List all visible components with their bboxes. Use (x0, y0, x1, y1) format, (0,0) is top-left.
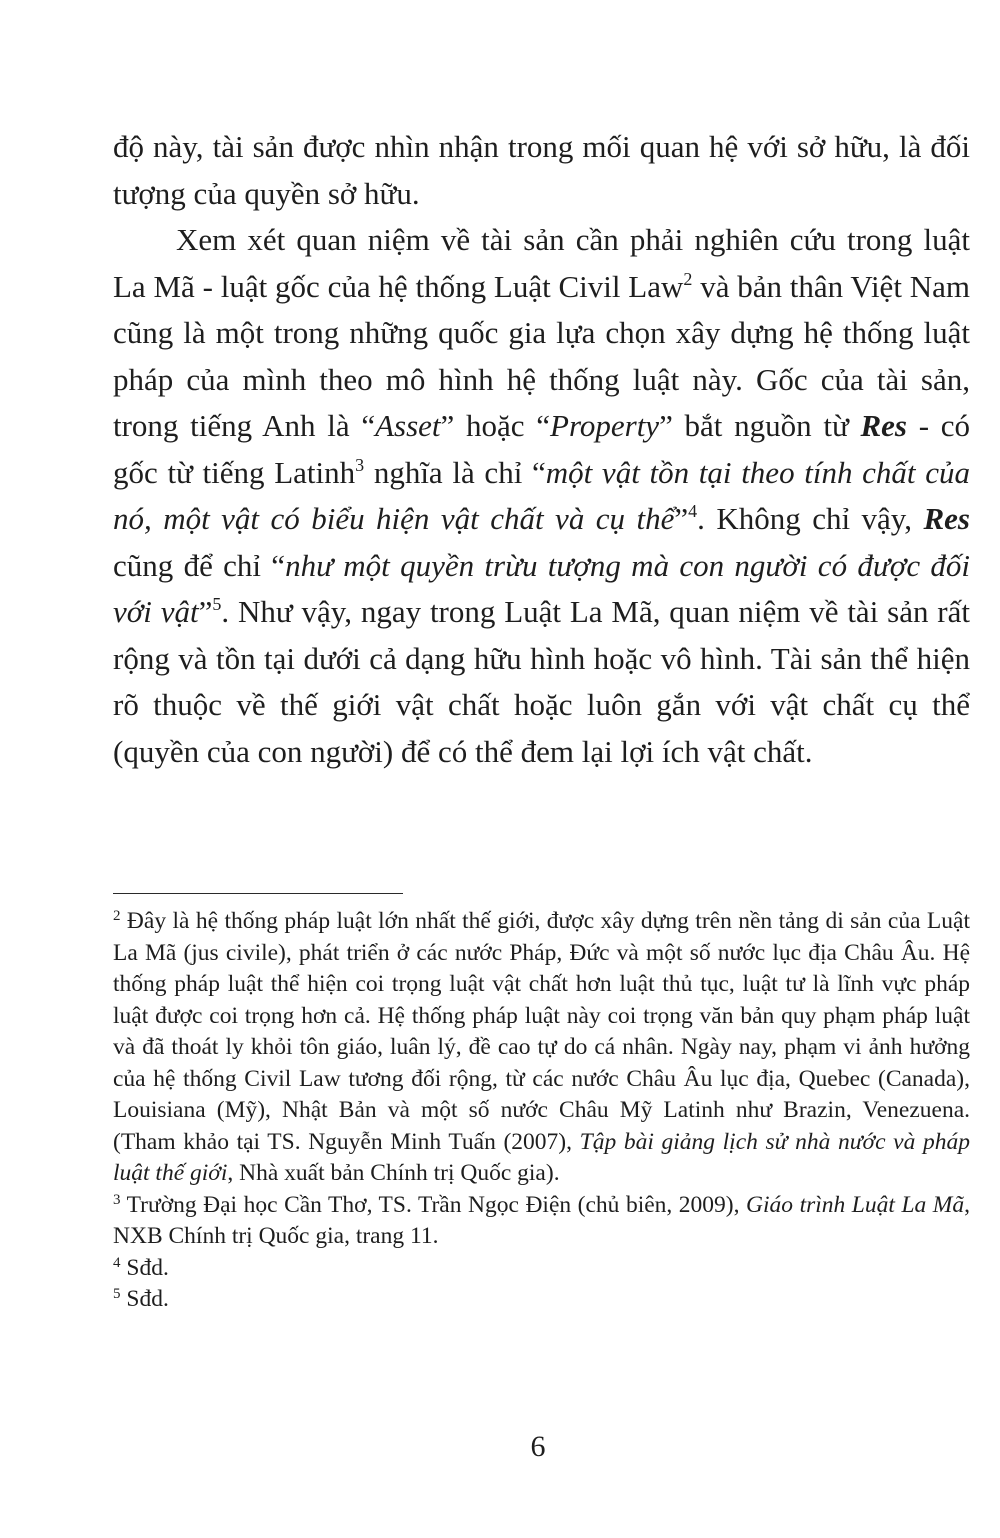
footnote-title: Giáo trình Luật La Mã (746, 1191, 965, 1218)
footnote-ref-2[interactable]: 2 (683, 268, 693, 289)
text-run: nghĩa là chỉ “ (364, 454, 546, 490)
footnote-text: Trường Đại học Cần Thơ, TS. Trần Ngọc Điện (chủ biên, 2009), (120, 1191, 747, 1218)
paragraph-continuation: độ này, tài sản được nhìn nhận trong mối quan hệ với sở hữu, là đối tượng của quyền sở hữu. (113, 129, 970, 211)
quote-abstract-right: như một quyền trừu tượng mà con người có được đối với vật (113, 547, 971, 629)
footnote-mark: 5 (113, 1286, 121, 1302)
text-run: và bản thân Việt Nam cũng là một trong những quốc gia lựa chọn xây dựng hệ thống luật pháp của mình theo mô hình hệ thống luật này. Gốc của tài sản, trong tiếng Anh là “ (113, 268, 970, 443)
footnote-title: Tập bài giảng lịch sử nhà nước và pháp luật thế giới (113, 1128, 970, 1186)
text-run: cũng để chỉ “ (113, 547, 286, 583)
footnote-text: Sđd. (120, 1254, 169, 1281)
page-number: 6 (530, 1430, 546, 1463)
text-run: ” (674, 501, 689, 536)
text-run: Xem xét quan niệm về tài sản cần phải nghiên cứu trong luật La Mã - luật gốc của hệ thống Luật Civil Law (113, 222, 970, 304)
quote-material-thing: một vật tồn tại theo tính chất của nó, một vật có biểu hiện vật chất và cụ thể (113, 454, 970, 536)
text-run: ” (198, 594, 213, 629)
footnote-ref-4[interactable]: 4 (688, 501, 698, 521)
footnote-text: Đây là hệ thống pháp luật lớn nhất thế giới, được xây dựng trên nền tảng di sản của Luật La Mã (jus civile), phát triển ở các nước Pháp, Đức và một số nước lục địa Châu Âu. Hệ thống pháp luật thể hiện coi trọng luật vật chất hơn luật thủ tục, luật tư là lĩnh vực pháp luật được coi trọng hơn cả. Hệ thống pháp luật này coi trọng văn bản quy phạm pháp luật và đã thoát ly khỏi tôn giáo, luân lý, đề cao tự do cá nhân. Ngày nay, phạm vi ảnh hưởng của hệ thống Civil Law tương đối rộng, từ các nước Châu Âu lục địa, Quebec (Canada), Louisiana (Mỹ), Nhật Bản và một số nước Châu Mỹ Latinh như Brazin, Venezuena. (Tham khảo tại TS. Nguyễn Minh Tuấn (2007), (113, 908, 970, 1155)
text-run: - có gốc từ tiếng Latinh (113, 408, 970, 490)
text-run: ” hoặc “ (440, 408, 551, 443)
main-text (113, 124, 970, 775)
footnotes (113, 906, 970, 1316)
term-property: Property (550, 408, 660, 443)
term-asset: Asset (375, 408, 441, 443)
footnote-divider (113, 893, 403, 894)
footnote-mark: 2 (113, 908, 121, 924)
footnote-mark: 3 (113, 1191, 121, 1208)
text-run: . Như vậy, ngay trong Luật La Mã, quan niệm về tài sản rất rộng và tồn tại dưới cả dạng hữu hình hoặc vô hình. Tài sản thể hiện rõ thuộc về thế giới vật chất hoặc luôn gắn với vật chất cụ thể (quyền của con người) để có thể đem lại lợi ích vật chất. (113, 594, 971, 769)
footnote-text: , Nhà xuất bản Chính trị Quốc gia). (227, 1160, 560, 1186)
footnote-ref-3[interactable]: 3 (355, 454, 365, 475)
footnote-text: Sđd. (120, 1286, 169, 1312)
footnote-mark: 4 (113, 1254, 121, 1271)
footnote-3 (113, 1190, 970, 1253)
footnote-text: , NXB Chính trị Quốc gia, trang 11. (113, 1191, 970, 1249)
text-run: ” bắt nguồn từ (659, 408, 861, 443)
footnote-4 (113, 1253, 970, 1285)
footnote-2 (113, 906, 970, 1190)
text-run: . Không chỉ vậy, (697, 501, 924, 536)
paragraph-roman-law (113, 217, 970, 775)
term-res: Res (923, 501, 970, 536)
footnote-ref-5[interactable]: 5 (212, 594, 222, 614)
footnote-5 (113, 1284, 970, 1316)
term-res: Res (860, 408, 907, 443)
